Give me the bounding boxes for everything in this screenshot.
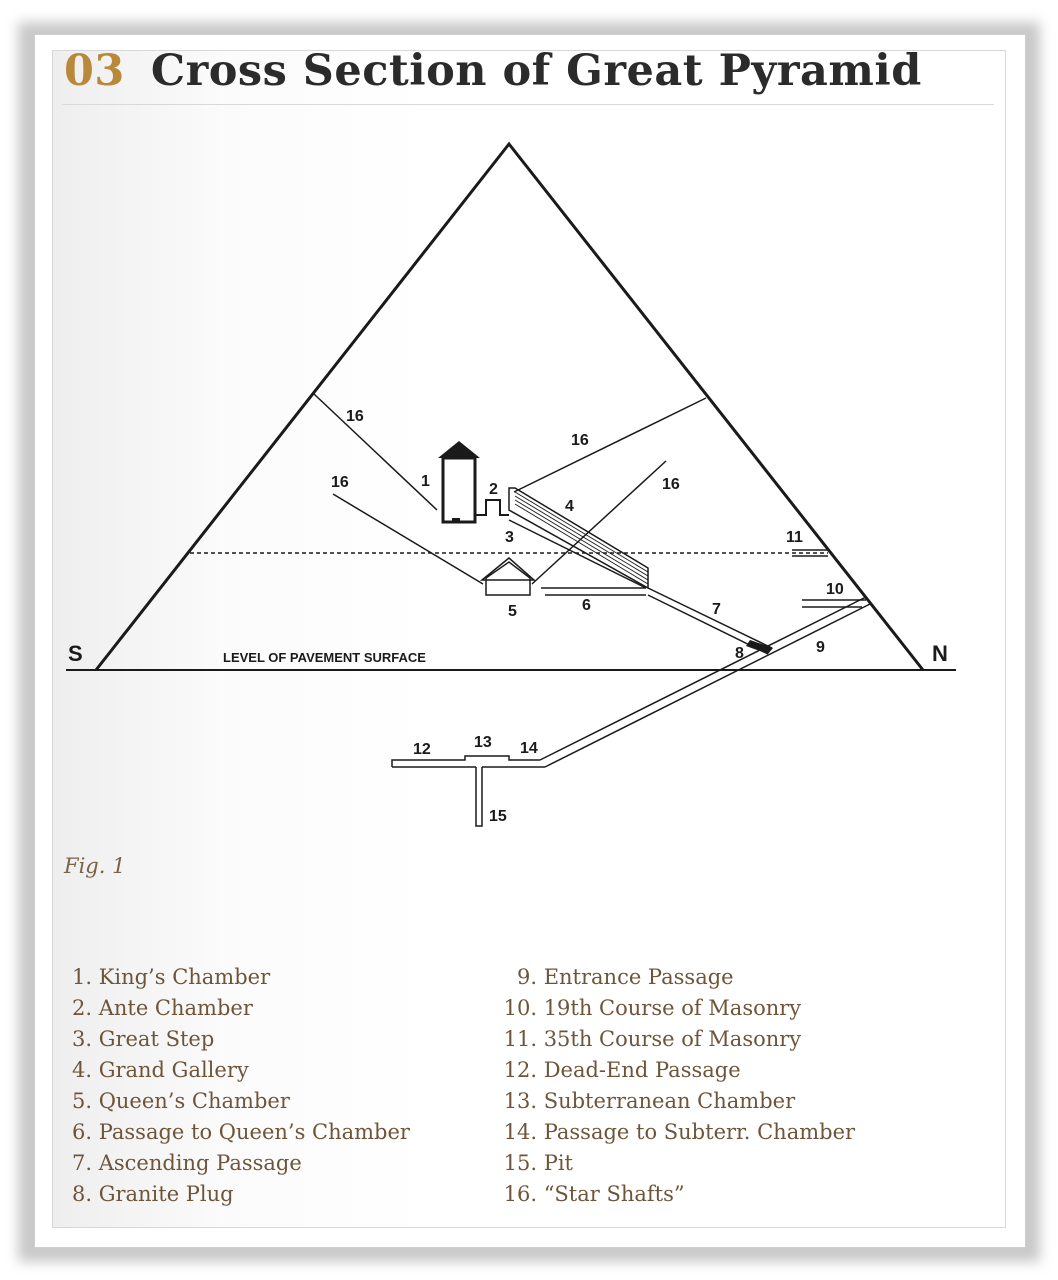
relieving-chamber-5 bbox=[446, 496, 472, 499]
legend-item: 1. King’s Chamber bbox=[71, 965, 271, 989]
callout-5: 5 bbox=[508, 603, 517, 620]
callout-2: 2 bbox=[489, 481, 498, 498]
label-south: S bbox=[68, 641, 83, 666]
pit bbox=[476, 767, 482, 826]
kings-chamber-room bbox=[446, 504, 472, 516]
label-pavement: LEVEL OF PAVEMENT SURFACE bbox=[223, 650, 426, 665]
callout-14: 14 bbox=[520, 740, 538, 757]
relieving-chamber-4 bbox=[446, 488, 472, 491]
callout-16-king-north: 16 bbox=[571, 432, 589, 449]
callout-4: 4 bbox=[565, 498, 574, 515]
queens-chamber bbox=[486, 562, 530, 595]
callout-10: 10 bbox=[826, 581, 844, 598]
legend-item: 13. Subterranean Chamber bbox=[503, 1089, 796, 1113]
queens-chamber-roof bbox=[482, 558, 534, 580]
gallery-line-2 bbox=[515, 496, 648, 576]
legend-item: 3. Great Step bbox=[71, 1027, 215, 1051]
pyramid-outline bbox=[96, 144, 923, 670]
entrance-passage-top bbox=[545, 604, 870, 767]
callout-1: 1 bbox=[421, 473, 430, 490]
callout-6: 6 bbox=[582, 597, 591, 614]
ante-chamber bbox=[475, 500, 509, 515]
callout-11: 11 bbox=[786, 529, 803, 546]
section-number: 03 bbox=[64, 46, 125, 96]
gallery-line-1 bbox=[515, 492, 648, 572]
legend-item: 15. Pit bbox=[503, 1151, 573, 1175]
relieving-chamber-1 bbox=[446, 464, 472, 467]
legend-item: 7. Ascending Passage bbox=[71, 1151, 302, 1175]
legend-item: 6. Passage to Queen’s Chamber bbox=[71, 1120, 410, 1144]
star-shaft-king-south bbox=[314, 394, 437, 510]
sarcophagus bbox=[452, 518, 460, 522]
kings-chamber-roof bbox=[438, 441, 480, 458]
callout-9: 9 bbox=[816, 639, 825, 656]
legend-item: 5. Queen’s Chamber bbox=[71, 1089, 290, 1113]
callout-16-king-south: 16 bbox=[346, 408, 364, 425]
title-text: Cross Section of Great Pyramid bbox=[150, 46, 922, 96]
legend-left-column bbox=[70, 962, 410, 1210]
legend-item: 16. “Star Shafts” bbox=[503, 1182, 685, 1206]
legend-item: 2. Ante Chamber bbox=[71, 996, 253, 1020]
relieving-chamber-2 bbox=[446, 472, 472, 475]
callout-3: 3 bbox=[505, 529, 514, 546]
relieving-chamber-3 bbox=[446, 480, 472, 483]
legend-item: 12. Dead-End Passage bbox=[503, 1058, 741, 1082]
callout-7: 7 bbox=[712, 601, 721, 618]
callout-16-queen-north: 16 bbox=[662, 476, 680, 493]
legend-item: 14. Passage to Subterr. Chamber bbox=[503, 1120, 856, 1144]
figure-caption: Fig. 1 bbox=[64, 854, 126, 878]
callout-8: 8 bbox=[735, 645, 744, 662]
callout-13: 13 bbox=[474, 734, 492, 751]
label-north: N bbox=[932, 641, 948, 666]
callout-16-queen-south: 16 bbox=[331, 474, 349, 491]
callout-15: 15 bbox=[489, 808, 507, 825]
legend-item: 9. Entrance Passage bbox=[516, 965, 734, 989]
gallery-line-4 bbox=[515, 504, 648, 584]
gallery-line-3 bbox=[515, 500, 648, 580]
ascending-passage-top bbox=[648, 588, 772, 648]
legend-item: 8. Granite Plug bbox=[71, 1182, 234, 1206]
legend-item: 4. Grand Gallery bbox=[71, 1058, 249, 1082]
legend-item: 11. 35th Course of Masonry bbox=[503, 1027, 802, 1051]
callout-12: 12 bbox=[413, 741, 431, 758]
legend-right-column bbox=[503, 962, 855, 1210]
legend-item: 10. 19th Course of Masonry bbox=[503, 996, 802, 1020]
